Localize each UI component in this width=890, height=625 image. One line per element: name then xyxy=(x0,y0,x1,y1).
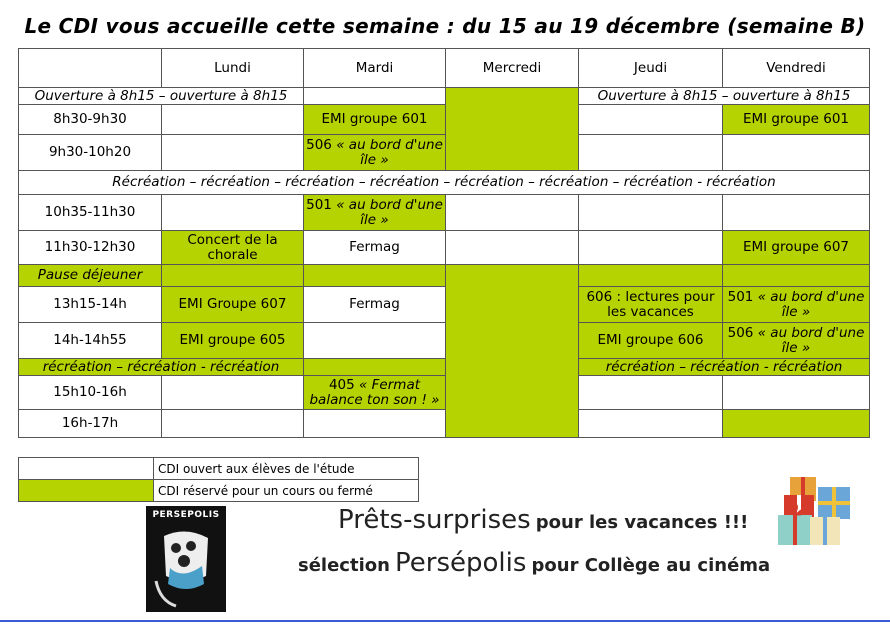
lunch-label: Pause déjeuner xyxy=(19,265,162,287)
table-row xyxy=(19,323,870,359)
cell-reserved xyxy=(579,265,723,287)
cell-reserved xyxy=(304,376,446,410)
cell xyxy=(446,195,579,231)
cell-reserved xyxy=(304,265,446,287)
class-number: 405 xyxy=(328,376,355,393)
lunch-row xyxy=(19,265,870,287)
legend-swatch-reserved xyxy=(19,480,154,502)
day-mardi: Mardi xyxy=(304,49,446,88)
cell-reserved xyxy=(304,359,446,376)
cell-reserved xyxy=(446,265,579,438)
cell-reserved xyxy=(304,135,446,171)
announcement-persepolis-big: Persépolis xyxy=(395,548,527,578)
recreation-note-left: récréation – récréation - récréation xyxy=(19,359,304,376)
cell-reserved xyxy=(723,287,870,323)
recreation-note-right: récréation – récréation - récréation xyxy=(579,359,870,376)
book-title: PERSEPOLIS xyxy=(152,510,220,520)
cell xyxy=(723,195,870,231)
cell: Fermag xyxy=(304,287,446,323)
project-title: « au bord d'une île » xyxy=(336,136,443,168)
cell xyxy=(304,88,446,105)
header-row xyxy=(19,49,870,88)
table-row xyxy=(19,105,870,135)
cell-reserved xyxy=(446,88,579,171)
class-number: 501 xyxy=(727,288,754,305)
cell xyxy=(304,323,446,359)
cell xyxy=(579,410,723,438)
project-title: « Fermat balance ton son ! » xyxy=(309,376,440,408)
announcement-persepolis xyxy=(298,548,770,578)
cell xyxy=(304,410,446,438)
cell-reserved: EMI groupe 605 xyxy=(162,323,304,359)
legend xyxy=(18,457,419,502)
cell xyxy=(446,231,579,265)
cell-reserved xyxy=(723,410,870,438)
time-slot: 10h35-11h30 xyxy=(19,195,162,231)
table-row xyxy=(19,135,870,171)
announcement-gifts-big: Prêts-surprises xyxy=(338,505,531,535)
time-slot: 13h15-14h xyxy=(19,287,162,323)
cell-reserved: EMI groupe 601 xyxy=(304,105,446,135)
table-row xyxy=(19,410,870,438)
recreation-row xyxy=(19,171,870,195)
cell: Fermag xyxy=(304,231,446,265)
cell-reserved xyxy=(723,323,870,359)
cell-reserved xyxy=(723,265,870,287)
corner-cell xyxy=(19,49,162,88)
table-row xyxy=(19,231,870,265)
day-lundi: Lundi xyxy=(162,49,304,88)
time-slot: 8h30-9h30 xyxy=(19,105,162,135)
class-number: 501 xyxy=(306,196,332,213)
recreation-row xyxy=(19,359,870,376)
cell xyxy=(579,376,723,410)
class-number: 506 xyxy=(727,324,754,341)
cell-reserved: EMI groupe 607 xyxy=(723,231,870,265)
cell xyxy=(162,105,304,135)
cell xyxy=(723,376,870,410)
cell-reserved xyxy=(304,195,446,231)
recreation-note: Récréation – récréation – récréation – récréation – récréation – récréation – récréation - récréation xyxy=(19,171,870,195)
legend-label-open: CDI ouvert aux élèves de l'étude xyxy=(154,458,419,480)
time-slot: 9h30-10h20 xyxy=(19,135,162,171)
legend-label-reserved: CDI réservé pour un cours ou fermé xyxy=(154,480,419,502)
cell xyxy=(579,195,723,231)
schedule-table xyxy=(18,48,870,438)
project-title: « au bord d'une île » xyxy=(757,324,865,356)
cell xyxy=(162,410,304,438)
gift-boxes-icon xyxy=(770,465,860,550)
page-title: Le CDI vous accueille cette semaine : du 15 au 19 décembre (semaine B) xyxy=(24,14,866,38)
cell xyxy=(162,376,304,410)
day-jeudi: Jeudi xyxy=(579,49,723,88)
bottom-divider xyxy=(0,620,890,622)
cell-reserved: Concert de la chorale xyxy=(162,231,304,265)
opening-row xyxy=(19,88,870,105)
cell xyxy=(579,105,723,135)
table-row xyxy=(19,287,870,323)
cell-reserved: EMI Groupe 607 xyxy=(162,287,304,323)
class-number: 506 xyxy=(306,136,332,153)
time-slot: 16h-17h xyxy=(19,410,162,438)
announcement-persepolis-after: pour Collège au cinéma xyxy=(531,555,771,576)
project-title: « au bord d'une île » xyxy=(336,196,443,228)
time-slot: 11h30-12h30 xyxy=(19,231,162,265)
table-row xyxy=(19,195,870,231)
cell xyxy=(579,135,723,171)
table-row xyxy=(19,376,870,410)
book-cover-image xyxy=(146,506,226,612)
legend-swatch-open xyxy=(19,458,154,480)
cell-reserved xyxy=(162,265,304,287)
project-title: « au bord d'une île » xyxy=(757,288,865,320)
announcement-gifts-small: pour les vacances !!! xyxy=(535,512,749,533)
announcement-persepolis-before: sélection xyxy=(298,555,390,576)
cell xyxy=(162,195,304,231)
cell-reserved: 606 : lectures pour les vacances xyxy=(579,287,723,323)
cell xyxy=(162,135,304,171)
opening-note-right: Ouverture à 8h15 – ouverture à 8h15 xyxy=(579,88,870,105)
cell xyxy=(579,231,723,265)
day-mercredi: Mercredi xyxy=(446,49,579,88)
announcement-gifts xyxy=(338,505,748,535)
time-slot: 14h-14h55 xyxy=(19,323,162,359)
cell-reserved: EMI groupe 601 xyxy=(723,105,870,135)
cell-reserved: EMI groupe 606 xyxy=(579,323,723,359)
opening-note-left: Ouverture à 8h15 – ouverture à 8h15 xyxy=(19,88,304,105)
cell xyxy=(723,135,870,171)
day-vendredi: Vendredi xyxy=(723,49,870,88)
time-slot: 15h10-16h xyxy=(19,376,162,410)
